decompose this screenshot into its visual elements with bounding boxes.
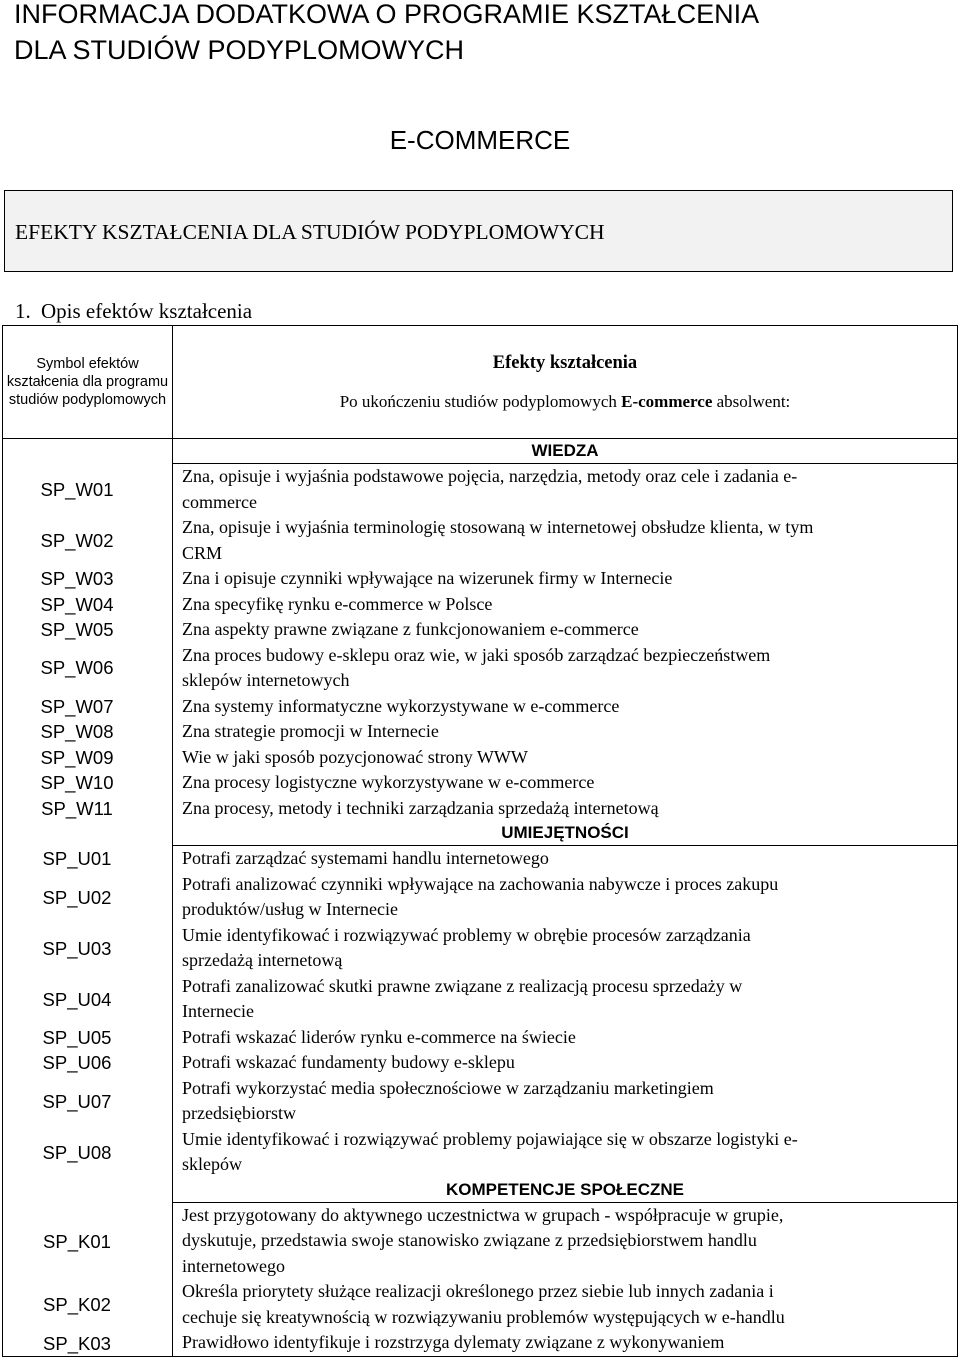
outcome-description [173,592,957,618]
effects-list [173,439,957,1356]
effects-column [173,439,958,1357]
outcome-code: SP_U03 [42,937,112,959]
outcome-line: Określa priorytety służące realizacji określonego przez siebie lub innych zadania i [182,1281,774,1302]
symbol-list [3,439,172,1356]
outcome-line: commerce [182,491,257,512]
section-number: 1. [15,299,31,323]
outcome-description [173,643,957,694]
outcome-line: Wie w jaki sposób pozycjonować strony WWW [182,746,528,767]
section-heading [15,297,252,325]
title-line-2: DLA STUDIÓW PODYPLOMOWYCH [14,35,465,65]
outcome-code: SP_U07 [42,1090,112,1112]
outcome-description [173,719,957,745]
outcome-description [173,1127,957,1178]
outcome-line: Zna i opisuje czynniki wpływające na wizerunek firmy w Internecie [182,568,673,589]
outcome-line: sklepów [182,1154,242,1175]
outcome-description [173,770,957,796]
program-name: E-COMMERCE [389,125,571,155]
outcome-description [173,566,957,592]
outcome-code: SP_W03 [40,568,114,590]
outcome-line: Zna procesy, metody i techniki zarządzania sprzedażą internetową [182,797,659,818]
outcome-description [173,974,957,1025]
outcome-code: SP_K03 [43,1332,111,1354]
header-sub-pre: Po ukończeniu studiów podyplomowych [339,392,617,411]
outcome-code: SP_U06 [42,1052,112,1074]
outcome-code: SP_U04 [42,988,112,1010]
outcome-line: Zna procesy logistyczne wykorzystywane w e-commerce [182,772,595,793]
header-symbol: Symbol efektów kształcenia dla programu studiów podyplomowych [3,326,173,439]
outcome-line: Zna strategie promocji w Internecie [182,721,439,742]
outcome-code: SP_W10 [40,772,114,794]
outcome-description [173,694,957,720]
outcome-line: Zna systemy informatyczne wykorzystywane w e-commerce [182,695,620,716]
header-effects [173,326,958,439]
outcome-description [173,1279,957,1330]
category-competences: KOMPETENCJE SPOŁECZNE [173,1178,957,1203]
outcome-line: cechuje się kreatywnością w rozwiązywaniu problemów występujących w e-handlu [182,1306,785,1327]
outcome-line: internetowego [182,1255,285,1276]
outcome-line: Umie identyfikować i rozwiązywać problemy w obrębie procesów zarządzania [182,924,751,945]
outcome-line: Zna, opisuje i wyjaśnia terminologię stosowaną w internetowej obsłudze klienta, w tym [182,517,814,538]
outcome-code: SP_K01 [43,1230,111,1252]
outcome-line: Zna aspekty prawne związane z funkcjonowaniem e-commerce [182,619,639,640]
outcome-line: Jest przygotowany do aktywnego uczestnictwa w grupach - współpracuje w grupie, [182,1204,784,1225]
document-title [0,0,960,68]
outcome-code: SP_W11 [41,797,113,819]
header-sub-bold: E-commerce [621,392,713,411]
outcome-description [173,923,957,974]
outcome-line: Potrafi wskazać fundamenty budowy e-sklepu [182,1052,515,1073]
outcome-description [173,1330,957,1356]
outcome-line: Potrafi zanalizować skutki prawne związane z realizacją procesu sprzedaży w [182,975,743,996]
outcome-line: przedsiębiorstw [182,1103,296,1124]
outcome-code: SP_K02 [43,1294,111,1316]
outcome-line: Internecie [182,1001,254,1022]
outcome-description [173,1025,957,1051]
category-skills: UMIEJĘTNOŚCI [173,821,957,846]
outcome-line: dyskutuje, przedstawia swoje stanowisko związane z przedsiębiorstwem handlu [182,1230,757,1251]
outcome-code: SP_U01 [42,848,112,870]
outcome-code: SP_W06 [40,657,114,679]
outcome-description [173,515,957,566]
outcome-line: Prawidłowo identyfikuje i rozstrzyga dylematy związane z wykonywaniem [182,1332,725,1353]
outcome-code: SP_U02 [42,886,112,908]
outcome-line: Zna, opisuje i wyjaśnia podstawowe pojęcia, narzędzia, metody oraz cele i zadania e- [182,466,798,487]
outcome-line: Potrafi wskazać liderów rynku e-commerce na świecie [182,1026,576,1047]
table-header-row [3,326,958,439]
outcome-line: Umie identyfikować i rozwiązywać problemy pojawiające się w obszarze logistyki e- [182,1128,798,1149]
outcome-line: produktów/usług w Internecie [182,899,398,920]
header-sub-post: absolwent: [716,392,791,411]
outcome-description [173,1050,957,1076]
header-effects-subtitle [173,391,957,413]
header-effects-title: Efekty kształcenia [492,353,638,373]
effects-banner [4,190,953,272]
outcome-line: CRM [182,542,223,563]
section-title: Opis efektów kształcenia [41,299,253,323]
outcome-line: sprzedażą internetową [182,950,343,971]
effects-banner-text: EFEKTY KSZTAŁCENIA DLA STUDIÓW PODYPLOMOWYCH [15,220,605,244]
outcome-code: SP_U08 [42,1141,112,1163]
outcome-description [173,846,957,872]
outcome-code: SP_W04 [40,593,114,615]
outcome-description [173,617,957,643]
outcome-description [173,872,957,923]
outcome-description [173,1076,957,1127]
outcome-description [173,745,957,771]
table-body-row [3,439,958,1357]
outcome-code: SP_W09 [40,746,114,768]
outcome-code: SP_W07 [40,695,114,717]
outcome-line: Potrafi wykorzystać media społecznościowe w zarządzaniu marketingiem [182,1077,714,1098]
title-line-1: INFORMACJA DODATKOWA O PROGRAMIE KSZTAŁCENIA [14,0,760,29]
outcome-code: SP_W05 [40,619,114,641]
outcome-line: Potrafi zarządzać systemami handlu internetowego [182,848,549,869]
category-knowledge: WIEDZA [173,439,957,464]
symbol-column [3,439,173,1357]
outcome-code: SP_W08 [40,721,114,743]
outcome-code: SP_W01 [40,478,114,500]
outcome-line: Potrafi analizować czynniki wpływające na zachowania nabywcze i proces zakupu [182,873,779,894]
outcome-description [173,796,957,822]
outcome-code: SP_W02 [40,529,114,551]
outcome-line: sklepów internetowych [182,670,350,691]
learning-outcomes-table [2,325,958,1357]
outcome-description [173,1203,957,1280]
outcome-code: SP_U05 [42,1026,112,1048]
outcome-line: Zna specyfikę rynku e-commerce w Polsce [182,593,493,614]
outcome-line: Zna proces budowy e-sklepu oraz wie, w jaki sposób zarządzać bezpieczeństwem [182,644,771,665]
outcome-description [173,464,957,515]
